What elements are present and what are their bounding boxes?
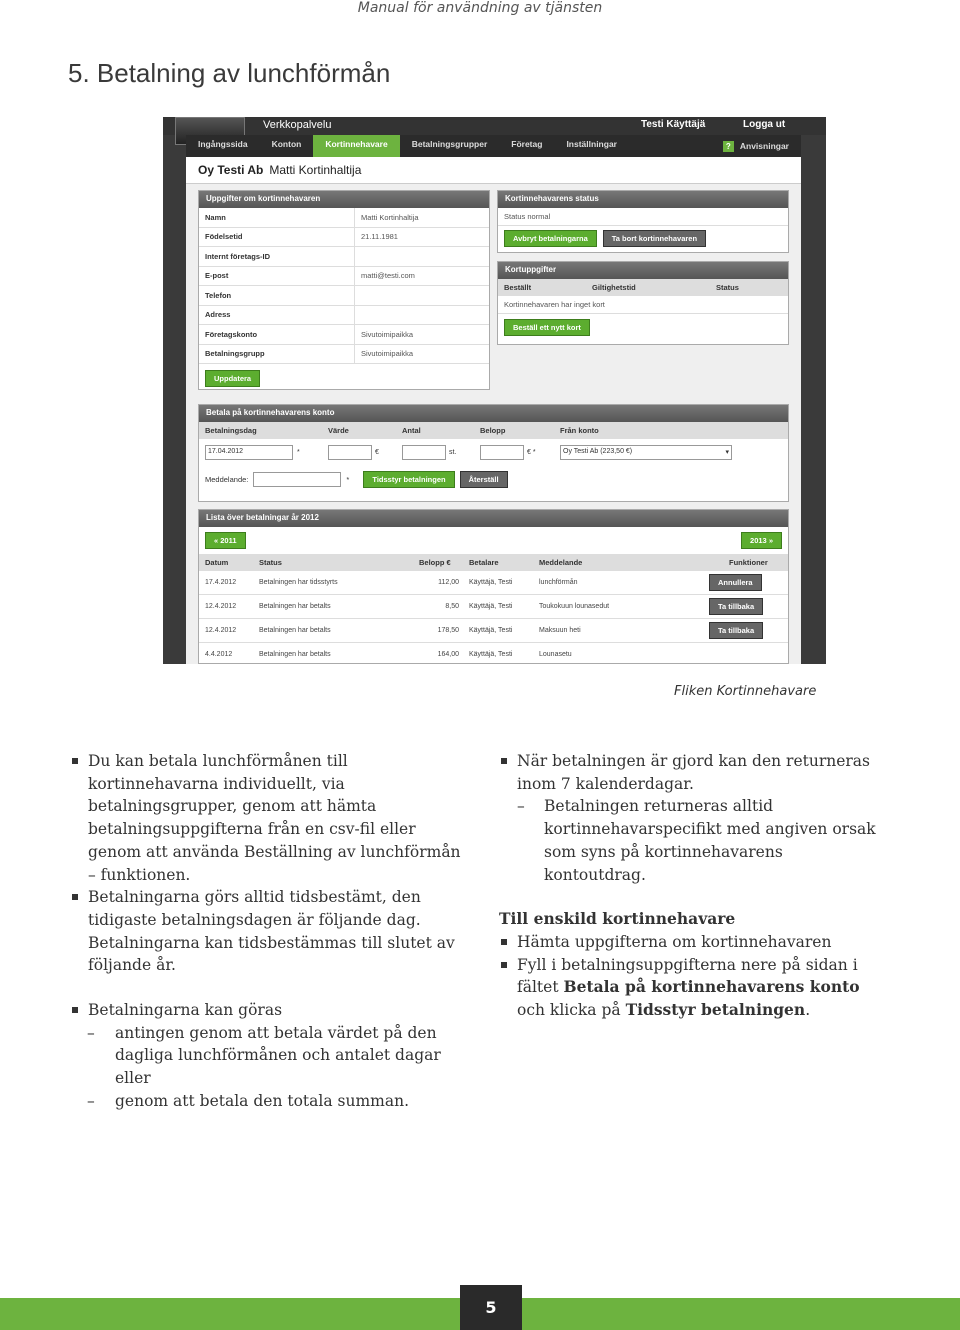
cell-date: 4.4.2012 — [205, 651, 233, 658]
cell-status: Betalningen har betalts — [259, 627, 331, 634]
cell-status: Betalningen har betalts — [259, 603, 331, 610]
cell-status: Betalningen har tidsstyrts — [259, 579, 338, 586]
card-header-row — [498, 279, 788, 296]
list-item: Betalningarna kan göras — [70, 999, 472, 1022]
nav-payment-groups[interactable]: Betalningsgrupper — [411, 139, 488, 149]
next-year-label: 2013 — [750, 536, 767, 545]
section-heading: 5. Betalning av lunchförmån — [68, 58, 391, 88]
page-number: 5 — [460, 1285, 522, 1330]
cell-date: 12.4.2012 — [205, 603, 237, 610]
holder-name: Matti Kortinhaltija — [269, 163, 362, 177]
detail-row — [199, 325, 489, 345]
cell-message: Maksuun heti — [539, 627, 581, 634]
cell-amount: 178,50 — [437, 627, 459, 634]
details-panel — [198, 190, 490, 390]
cell-message: lunchförmån — [539, 579, 578, 586]
col-status: Status — [716, 283, 739, 292]
col-quantity: Antal — [402, 426, 421, 435]
detail-value: 21.11.1981 — [354, 228, 398, 247]
col-pay-date: Betalningsdag — [205, 426, 257, 435]
table-row — [199, 619, 788, 643]
nav-company[interactable]: Företag — [511, 139, 543, 149]
detail-label: Betalningsgrupp — [205, 349, 265, 359]
help-label: Anvisningar — [739, 141, 789, 151]
help-icon: ? — [723, 141, 734, 152]
logout-link[interactable]: Logga ut — [743, 119, 786, 130]
sub-item: – Betalningen returneras alltid kortinnehavarspecifikt med angiven orsak som syns på kortinnehavarens kontoutdrag. — [499, 795, 889, 886]
nav-accounts[interactable]: Konton — [271, 139, 302, 149]
cell-amount: 8,50 — [445, 603, 459, 610]
detail-label: Adress — [205, 310, 231, 320]
nav-settings[interactable]: Inställningar — [566, 139, 617, 149]
nav-cardholders[interactable]: Kortinnehavare — [313, 135, 399, 157]
quantity-unit: st. — [449, 448, 457, 456]
prev-year-button[interactable]: « 2011 — [205, 532, 246, 549]
col-status: Status — [259, 558, 282, 567]
cell-payer: Käyttäjä, Testi — [469, 579, 513, 586]
order-card-button[interactable]: Beställ ett nytt kort — [504, 319, 590, 336]
list-panel — [198, 509, 789, 664]
list-item: När betalningen är gjord kan den returneras inom 7 kalenderdagar. — [499, 750, 889, 795]
remove-holder-button[interactable]: Ta bort kortinnehavaren — [603, 230, 706, 247]
cell-amount: 112,00 — [438, 579, 459, 586]
return-button[interactable]: Ta tillbaka — [709, 598, 763, 615]
card-title: Kortuppgifter — [498, 262, 788, 279]
amount-input[interactable] — [480, 445, 524, 460]
status-panel — [497, 190, 789, 253]
cell-message: Toukokuun lounasedut — [539, 603, 610, 610]
emphasis: Tidsstyr betalningen — [625, 1000, 806, 1020]
company-name: Oy Testi Ab — [198, 163, 264, 177]
amount-euro: € — [527, 448, 531, 456]
pay-panel: Betala på kortinnehavarens konto Betalningsdag Värde Antal Belopp Från konto 17.04.2012 * € st. € * Oy Testi Ab (223,50 €) ▾ Meddelande: * Tidsstyr betalningen Återställ — [198, 404, 789, 502]
text: . — [805, 1001, 811, 1020]
cell-date: 17.4.2012 — [205, 579, 237, 586]
detail-row — [199, 267, 489, 287]
detail-label: Internt företags-ID — [205, 251, 271, 261]
account-value: Oy Testi Ab (223,50 €) — [563, 447, 633, 455]
main-nav — [186, 135, 801, 157]
list-title: Lista över betalningar år 2012 — [199, 510, 788, 527]
detail-row — [199, 208, 489, 228]
account-select[interactable] — [560, 445, 732, 460]
subheading: Till enskild kortinnehavare — [499, 909, 736, 929]
detail-row — [199, 228, 489, 248]
col-date: Datum — [205, 558, 229, 567]
detail-value: Sivutoimipaikka — [354, 325, 413, 344]
detail-label: Namn — [205, 212, 226, 222]
app-title: Verkkopalvelu — [263, 119, 332, 131]
list-item: Du kan betala lunchförmånen till kortinnehavarna individuellt, via betalningsgrupper, genom att hämta betalningsuppgifterna från en csv-fil eller genom att använda Beställning av lunchförmån – funktionen. — [70, 750, 472, 886]
reset-button[interactable]: Återställ — [460, 471, 508, 488]
list-header-row — [199, 554, 788, 571]
return-button[interactable]: Ta tillbaka — [709, 622, 763, 639]
cell-payer: Käyttäjä, Testi — [469, 603, 513, 610]
col-amount: Belopp € — [419, 558, 451, 567]
detail-label: Födelsetid — [205, 232, 243, 242]
detail-row — [199, 286, 489, 306]
value-euro: € — [375, 448, 379, 456]
sub-item: – genom att betala den totala summan. — [70, 1090, 472, 1113]
status-value: Status normal — [498, 208, 788, 226]
table-row — [199, 595, 788, 619]
cancel-payments-button[interactable]: Avbryt betalningarna — [504, 230, 597, 247]
prev-year-label: 2011 — [220, 536, 237, 545]
detail-row — [199, 345, 489, 365]
table-row — [199, 571, 788, 595]
cell-date: 12.4.2012 — [205, 627, 237, 634]
value-input[interactable] — [328, 445, 372, 460]
detail-value: matti@testi.com — [354, 267, 415, 286]
detail-label: Företagskonto — [205, 329, 258, 339]
detail-value — [354, 247, 361, 266]
col-from-account: Från konto — [560, 426, 599, 435]
detail-row — [199, 247, 489, 267]
right-column — [499, 750, 889, 1022]
col-payer: Betalare — [469, 558, 499, 567]
detail-label: Telefon — [205, 290, 232, 300]
detail-value: Matti Kortinhaltija — [354, 208, 419, 227]
pay-title: Betala på kortinnehavarens konto — [199, 405, 788, 422]
detail-value: Sivutoimipaikka — [354, 345, 413, 364]
text: och klicka på — [517, 1001, 626, 1020]
cell-message: Lounasetu — [539, 651, 572, 658]
col-amount: Belopp — [480, 426, 506, 435]
col-functions: Funktioner — [729, 558, 768, 567]
cell-payer: Käyttäjä, Testi — [469, 627, 513, 634]
pay-header-row — [199, 422, 788, 439]
pay-date-input[interactable]: 17.04.2012 — [205, 445, 293, 460]
message-label: Meddelande: — [205, 474, 249, 484]
cell-amount: 164,00 — [437, 651, 459, 658]
cancel-button[interactable]: Annullera — [709, 574, 762, 591]
card-panel — [497, 261, 789, 345]
detail-label: E-post — [205, 271, 229, 281]
list-item: Betalningarna görs alltid tidsbestämt, den tidigaste betalningsdagen är följande dag. Betalningarna kan tidsbestämmas till slutet av följande år. — [70, 886, 472, 977]
details-title: Uppgifter om kortinnehavaren — [199, 191, 489, 208]
col-validity: Giltighetstid — [592, 283, 636, 292]
list-item: Hämta uppgifterna om kortinnehavaren — [499, 931, 889, 954]
top-bar — [163, 117, 826, 135]
col-value: Värde — [328, 426, 349, 435]
quantity-input[interactable] — [402, 445, 446, 460]
update-button[interactable]: Uppdatera — [205, 370, 260, 387]
user-name: Testi Käyttäjä — [641, 119, 706, 130]
col-ordered: Beställt — [504, 283, 532, 292]
figure-caption: Fliken Kortinnehavare — [674, 684, 817, 699]
detail-value — [354, 306, 361, 325]
message-input[interactable] — [253, 472, 341, 487]
company-bar — [186, 157, 801, 184]
status-title: Kortinnehavarens status — [498, 191, 788, 208]
sub-item: – antingen genom att betala värdet på den dagliga lunchförmånen och antalet dagar eller — [70, 1022, 472, 1090]
cell-status: Betalningen har betalts — [259, 651, 331, 658]
cell-payer: Käyttäjä, Testi — [469, 651, 513, 658]
ui-screenshot — [163, 117, 826, 664]
detail-value — [354, 286, 361, 305]
table-row — [199, 643, 788, 664]
nav-help[interactable] — [711, 135, 801, 157]
running-header: Manual för användning av tjänsten — [357, 0, 603, 16]
col-message: Meddelande — [539, 558, 583, 567]
text: Fyll i betalningsuppgifterna nere på sidan i fältet — [517, 955, 858, 997]
detail-row — [199, 306, 489, 326]
left-column — [70, 750, 472, 1113]
emphasis: Betala på kortinnehavarens konto — [563, 977, 860, 997]
schedule-payment-button[interactable]: Tidsstyr betalningen — [363, 471, 454, 488]
next-year-button[interactable]: 2013 » — [741, 532, 782, 549]
content-area — [186, 157, 801, 664]
chevron-down-icon: ▾ — [725, 448, 729, 456]
list-item — [499, 954, 889, 1022]
nav-home[interactable]: Ingångssida — [198, 139, 248, 149]
card-empty: Kortinnehavaren har inget kort — [498, 296, 788, 314]
